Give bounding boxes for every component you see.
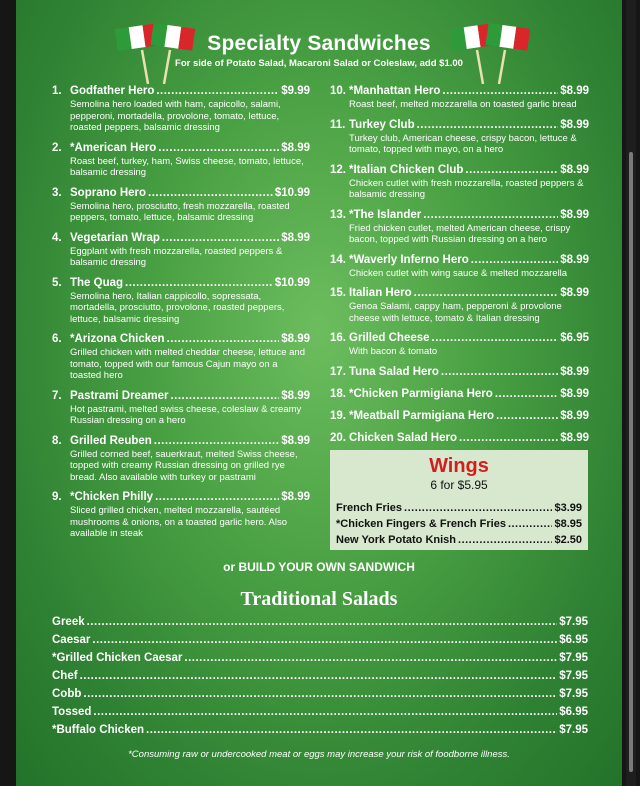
menu-item-row [52, 685, 588, 703]
item-price: $8.99 [560, 253, 589, 266]
item-price: $8.99 [560, 118, 589, 131]
menu-item-row [330, 431, 589, 445]
item-price: $7.95 [559, 616, 588, 628]
item-description: Grilled chicken with melted cheddar cheese, lettuce and tomato, topped with our famous Cajun mayo on a toasted hero [70, 347, 305, 381]
item-name: Cobb [52, 688, 82, 700]
item-price: $8.99 [281, 389, 310, 402]
item-price: $8.99 [560, 208, 589, 221]
dot-leader [442, 84, 558, 98]
menu-item-row [52, 84, 310, 98]
item-description: Roast beef, turkey, ham, Swiss cheese, tomato, lettuce, balsamic dressing [70, 155, 304, 178]
dot-leader [154, 434, 279, 448]
item-name: *Chicken Fingers & French Fries [336, 518, 506, 530]
salads-title: Traditional Salads [240, 588, 398, 610]
item-price: $8.99 [281, 434, 310, 447]
item-name: Chef [52, 670, 78, 682]
item-name: *Buffalo Chicken [52, 724, 145, 736]
dot-leader [184, 649, 557, 667]
item-price: $2.50 [554, 534, 582, 546]
item-number: 3. [52, 186, 62, 199]
item-description: Semolina hero loaded with ham, capicollo, salami, pepperoni, mortadella, provolone, tomato, lettuce, roasted peppers, balsamic dressing [70, 99, 281, 133]
dot-leader [441, 365, 558, 379]
item-price: $8.99 [281, 333, 310, 345]
item-name: *Manhattan Hero [349, 85, 441, 97]
dot-leader [155, 490, 279, 504]
dot-leader [458, 532, 552, 548]
dot-leader [417, 118, 559, 132]
scrollbar[interactable] [626, 0, 636, 786]
item-name: Italian Hero [349, 287, 412, 299]
item-name: *Waverly Inferno Hero [349, 253, 469, 266]
menu-item [330, 84, 589, 111]
dot-leader [148, 186, 273, 200]
item-name: *Meatball Parmigiana Hero [349, 409, 495, 422]
salads-list [52, 613, 588, 739]
item-number: 5. [52, 276, 62, 289]
menu-item [330, 208, 589, 246]
item-name: *Chicken Parmigiana Hero [349, 387, 493, 400]
wings-title: Wings [429, 455, 489, 477]
menu-item-row [330, 286, 589, 300]
dot-leader [404, 500, 552, 516]
item-number: 9. [52, 491, 62, 503]
menu-item [52, 84, 310, 134]
item-name: *Arizona Chicken [70, 333, 165, 345]
dot-leader [93, 703, 557, 721]
wings-box [330, 450, 588, 550]
item-number: 1. [52, 85, 62, 97]
item-name: Grilled Reuben [70, 434, 152, 447]
item-number: 13. [330, 208, 346, 221]
item-price: $8.99 [560, 431, 589, 444]
item-description: Eggplant with fresh mozzarella, roasted peppers & balsamic dressing [70, 245, 283, 268]
menu-item [330, 118, 589, 156]
item-number: 19. [330, 409, 346, 422]
menu-item [52, 389, 310, 427]
dot-leader [156, 84, 279, 98]
menu-page [16, 0, 622, 786]
dot-leader [508, 516, 553, 532]
item-number: 17. [330, 365, 346, 378]
menu-item [330, 331, 589, 358]
menu-item-row [330, 409, 589, 423]
item-description: Chicken cutlet with fresh mozzarella, roasted peppers & balsamic dressing [349, 177, 584, 200]
dot-leader [80, 667, 558, 685]
dot-leader [125, 276, 273, 290]
menu-item-row [330, 208, 589, 222]
item-description: Semolina hero, Italian cappicollo, sopressata, mortadella, prosciutto, provolone, roasted peppers, lettuce, balsamic dressing [70, 290, 285, 325]
dot-leader [158, 141, 279, 155]
dot-leader [423, 208, 558, 222]
item-price: $8.99 [560, 365, 589, 378]
sandwich-list-left [52, 84, 310, 547]
dot-leader [170, 389, 279, 403]
menu-item-row [52, 667, 588, 685]
menu-item [52, 231, 310, 269]
item-price: $7.95 [559, 724, 588, 736]
dot-leader [414, 286, 559, 300]
menu-item-row [52, 721, 588, 739]
menu-item-row [330, 365, 589, 379]
menu-item-row [330, 253, 589, 267]
item-description: Hot pastrami, melted swiss cheese, coleslaw & creamy Russian dressing on a hero [70, 403, 302, 426]
page-subtitle: For side of Potato Salad, Macaroni Salad or Coleslaw, add $1.00 [175, 58, 463, 69]
menu-item-row [52, 141, 310, 155]
item-price: $6.95 [559, 706, 588, 718]
item-name: *Italian Chicken Club [349, 163, 464, 176]
dot-leader [167, 332, 280, 346]
menu-item [330, 409, 589, 423]
item-number: 10. [330, 85, 346, 97]
item-name: Greek [52, 616, 85, 628]
page-title: Specialty Sandwiches [207, 32, 431, 55]
item-number: 18. [330, 387, 346, 400]
item-description: Roast beef, melted mozzarella on toasted garlic bread [349, 99, 577, 110]
dot-leader [495, 387, 558, 401]
menu-item [330, 365, 589, 379]
item-number: 16. [330, 332, 346, 344]
item-price: $10.99 [274, 186, 310, 199]
item-name: Soprano Hero [70, 186, 147, 199]
item-number: 11. [330, 118, 346, 131]
menu-item-row [330, 331, 589, 345]
dot-leader [459, 431, 558, 445]
item-price: $7.95 [559, 652, 588, 664]
item-price: $8.99 [560, 163, 589, 176]
item-description: Semolina hero, prosciutto, fresh mozzarella, roasted peppers, tomato, lettuce, balsamic dressing [70, 200, 290, 223]
item-price: $8.99 [281, 231, 310, 244]
item-name: Godfather Hero [70, 85, 155, 97]
item-number: 6. [52, 333, 62, 345]
menu-item-row [330, 118, 589, 132]
item-number: 20. [330, 431, 346, 444]
item-description: Turkey club, American cheese, crispy bacon, lettuce & tomato, topped with mayo, on a hero [349, 132, 577, 155]
item-price: $8.99 [560, 387, 589, 400]
menu-item [52, 141, 310, 179]
item-number: 4. [52, 231, 62, 244]
menu-item [52, 434, 310, 484]
item-name: Caesar [52, 634, 91, 646]
item-price: $8.99 [560, 85, 589, 97]
item-price: $8.99 [281, 491, 310, 503]
menu-item-row [52, 631, 588, 649]
item-number: 14. [330, 253, 346, 266]
menu-item [330, 431, 589, 445]
menu-item-row [330, 163, 589, 177]
dot-leader [432, 331, 559, 345]
item-name: The Quag [70, 276, 124, 289]
item-price: $8.99 [560, 409, 589, 422]
dot-leader [87, 613, 558, 631]
menu-item-row [52, 186, 310, 200]
item-description: Grilled corned beef, sauerkraut, melted Swiss cheese, topped with creamy Russian dressing on grilled rye bread. Also available with turkey or pastrami [70, 448, 298, 483]
dot-leader [162, 231, 279, 245]
sides-list [330, 492, 588, 548]
item-price: $6.95 [559, 634, 588, 646]
item-name: Chicken Salad Hero [349, 431, 458, 444]
scrollbar-thumb[interactable] [629, 152, 633, 772]
item-name: Pastrami Dreamer [70, 389, 169, 402]
menu-item-row [52, 703, 588, 721]
build-your-own: or BUILD YOUR OWN SANDWICH [223, 560, 415, 574]
item-number: 12. [330, 163, 346, 176]
item-name: *American Hero [70, 141, 157, 154]
item-number: 2. [52, 141, 62, 154]
item-description: Chicken cutlet with wing sauce & melted mozzarella [349, 267, 568, 279]
menu-item-row [52, 649, 588, 667]
menu-item-row [52, 276, 310, 290]
item-name: Turkey Club [349, 118, 415, 131]
menu-item-row [336, 500, 582, 516]
menu-item [330, 387, 589, 401]
item-price: $7.95 [559, 688, 588, 700]
dot-leader [83, 685, 557, 703]
menu-item [330, 286, 589, 324]
sandwich-list-right [330, 84, 589, 453]
menu-item-row [336, 516, 582, 532]
item-description: With bacon & tomato [349, 346, 438, 357]
dot-leader [465, 163, 558, 177]
item-price: $8.99 [560, 287, 589, 299]
item-name: *The Islander [349, 208, 422, 221]
menu-item [52, 186, 310, 224]
menu-item-row [52, 332, 310, 346]
item-name: French Fries [336, 502, 403, 514]
item-name: New York Potato Knish [336, 534, 457, 546]
menu-item-row [52, 613, 588, 631]
item-price: $6.95 [560, 332, 589, 344]
item-number: 7. [52, 389, 62, 402]
dot-leader [146, 721, 557, 739]
item-price: $7.95 [559, 670, 588, 682]
item-description: Fried chicken cutlet, melted American cheese, crispy bacon, topped with Russian dressing on a hero [349, 222, 571, 245]
item-price: $8.99 [281, 141, 310, 154]
disclaimer: *Consuming raw or undercooked meat or eggs may increase your risk of foodborne illness. [128, 749, 510, 760]
item-name: *Chicken Philly [70, 491, 154, 503]
item-name: Tossed [52, 706, 92, 718]
menu-item-row [52, 231, 310, 245]
item-price: $10.99 [274, 276, 310, 289]
menu-item [330, 253, 589, 280]
menu-item [330, 163, 589, 201]
item-description: Genoa Salami, cappy ham, pepperoni & provolone cheese with lettuce, tomato & Italian dressing [349, 301, 562, 324]
menu-item-row [52, 389, 310, 403]
menu-item-row [330, 387, 589, 401]
menu-item [52, 490, 310, 540]
wings-subtitle: 6 for $5.95 [430, 478, 488, 492]
item-price: $8.95 [554, 518, 582, 530]
item-name: Tuna Salad Hero [349, 365, 439, 378]
item-number: 15. [330, 287, 346, 299]
item-name: *Grilled Chicken Caesar [52, 652, 183, 664]
dot-leader [496, 409, 558, 423]
dot-leader [471, 253, 559, 267]
item-number: 8. [52, 434, 62, 447]
menu-item-row [330, 84, 589, 98]
menu-item [52, 276, 310, 326]
menu-item-row [52, 490, 310, 504]
item-name: Vegetarian Wrap [70, 231, 160, 244]
dot-leader [92, 631, 557, 649]
item-name: Grilled Cheese [349, 332, 430, 344]
item-price: $3.99 [554, 502, 582, 514]
item-description: Sliced grilled chicken, melted mozzarella, sautéed mushrooms & onions, on a toasted garlic hero. Also available in steak [70, 505, 288, 539]
menu-item-row [52, 434, 310, 448]
menu-item [52, 332, 310, 382]
item-price: $9.99 [281, 85, 310, 97]
menu-item-row [336, 532, 582, 548]
